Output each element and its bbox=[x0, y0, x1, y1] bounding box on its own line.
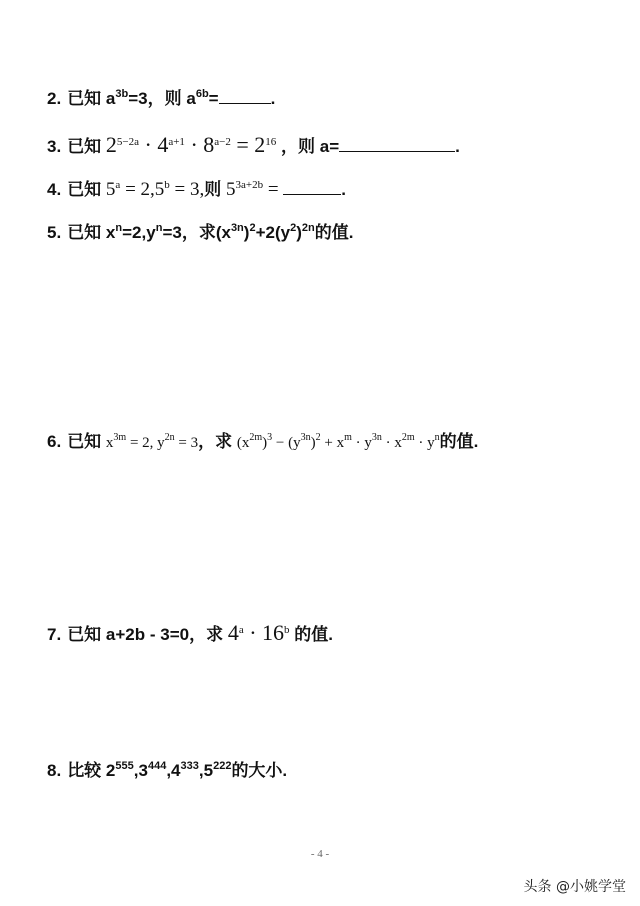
question-6: 6. 已知 $x^{3m} = 2$, $y^{2n} = 3$，求 $(x^{2m})^3 - (y^{3n})^2 + x^m \cdot y^{3n} \cdot x^{2m} \cdot y^n$的值. bbox=[47, 432, 479, 451]
question-number: 2. bbox=[47, 89, 62, 108]
formula: $2^{5-2a} \cdot 4^{a+1} \cdot 8^{a-2} = 2^{16}$ bbox=[105, 132, 277, 157]
formula: $5^{3a+2b}$ = bbox=[225, 179, 284, 200]
question-5: 5. 已知 $x^n=2,y^n=3$，求$(x^{3n})^2+2(y^2)^{2n}$的值. bbox=[47, 222, 354, 242]
answer-blank[interactable] bbox=[219, 102, 271, 104]
question-number: 6. bbox=[47, 432, 62, 451]
question-4: 4. 已知 $5^a = 2,5^b = 3$,则 $5^{3a+2b}$ = . bbox=[47, 179, 347, 200]
question-2: 2. 已知 $a^{3b}=3$，则 $a^{6b}=$ . bbox=[47, 88, 276, 108]
formula: $4^a \cdot 16^b$ bbox=[227, 620, 290, 645]
question-number: 4. bbox=[47, 180, 62, 199]
formula: $2^{555},3^{444},4^{333},5^{222}$ bbox=[105, 760, 232, 780]
watermark: 头条 @小姚学堂 bbox=[523, 879, 626, 895]
formula: $x^{3m} = 2$, $y^{2n} = 3$ bbox=[105, 432, 199, 451]
question-number: 8. bbox=[47, 761, 62, 780]
formula: $5^a = 2,5^b = 3$, bbox=[105, 179, 205, 200]
page-number: - 4 - bbox=[310, 848, 330, 860]
answer-blank[interactable] bbox=[339, 150, 455, 152]
question-number: 3. bbox=[47, 137, 62, 156]
formula: $(x^{2m})^3 - (y^{3n})^2 + x^m \cdot y^{3n} \cdot x^{2m} \cdot y^n$ bbox=[236, 432, 440, 451]
answer-blank[interactable] bbox=[283, 193, 341, 195]
question-number: 5. bbox=[47, 223, 62, 242]
question-7: 7. 已知 a+2b - 3=0，求 $4^a \cdot 16^b$ 的值. bbox=[47, 620, 333, 645]
formula: $x^n=2,y^n=3$，求$(x^{3n})^2+2(y^2)^{2n}$ bbox=[105, 222, 315, 242]
question-3: 3. 已知 $2^{5-2a} \cdot 4^{a+1} \cdot 8^{a-2} = 2^{16}$ ，则 a= . bbox=[47, 132, 460, 157]
question-8: 8. 比较 $2^{555},3^{444},4^{333},5^{222}$的大小. bbox=[47, 760, 288, 780]
question-number: 7. bbox=[47, 625, 62, 644]
